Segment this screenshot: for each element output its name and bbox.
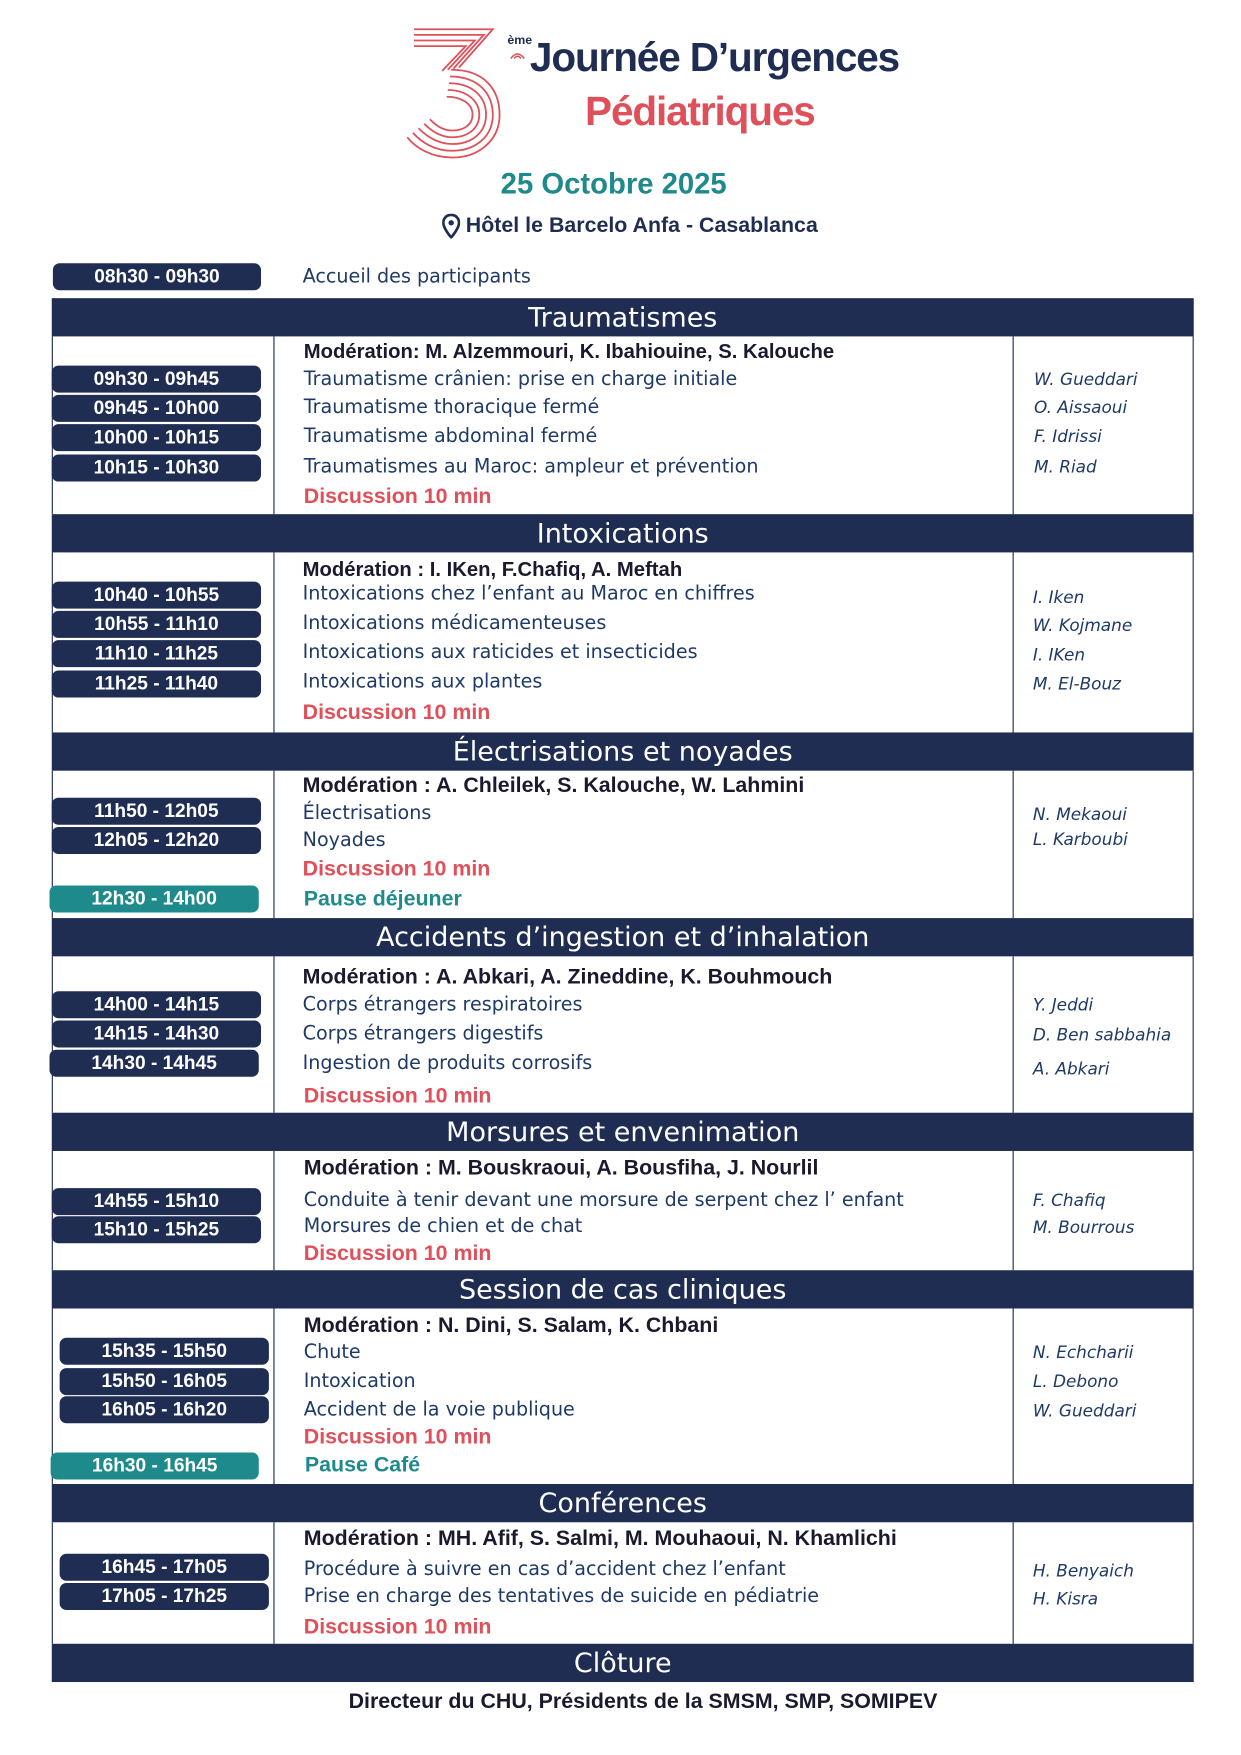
talk-title: Morsures de chien et de chat — [303, 1215, 583, 1238]
column-divider — [1013, 336, 1014, 514]
column-divider — [1013, 1151, 1014, 1270]
column-divider — [273, 1308, 274, 1484]
speaker: M. Riad — [1033, 456, 1097, 478]
event-title-line2: Pédiatriques — [585, 87, 815, 134]
talk-title: Corps étrangers digestifs — [302, 1022, 544, 1046]
session-header: Morsures et envenimation — [52, 1113, 1194, 1151]
time-pill: 17h05 - 17h25 — [60, 1583, 269, 1610]
discussion: Discussion 10 min — [302, 700, 491, 725]
welcome-title: Accueil des participants — [302, 265, 531, 289]
talk-title: Noyades — [302, 829, 386, 852]
time-pill: 16h45 - 17h05 — [60, 1554, 269, 1581]
pause-label: Pause déjeuner — [303, 887, 462, 912]
speaker: F. Idrissi — [1033, 426, 1102, 447]
speaker: W. Kojmane — [1032, 615, 1133, 636]
discussion: Discussion 10 min — [303, 1425, 492, 1450]
speaker: M. El-Bouz — [1032, 673, 1122, 695]
time-pill: 15h10 - 15h25 — [52, 1216, 261, 1243]
time-pill: 09h45 - 10h00 — [52, 395, 261, 422]
speaker: N. Mekaoui — [1032, 804, 1127, 825]
session-header: Intoxications — [52, 514, 1194, 552]
discussion: Discussion 10 min — [302, 857, 491, 881]
talk-title: Chute — [303, 1341, 361, 1364]
time-pill: 10h00 - 10h15 — [52, 424, 261, 451]
talk-title: Intoxication — [303, 1370, 416, 1393]
map-pin-icon — [442, 214, 460, 239]
talk-title: Prise en charge des tentatives de suicide en pédiatrie — [303, 1585, 820, 1608]
time-pill: 12h05 - 12h20 — [52, 827, 261, 854]
column-divider — [273, 1522, 274, 1644]
speaker: A. Abkari — [1032, 1058, 1110, 1079]
talk-title: Intoxications aux raticides et insecticides — [302, 641, 698, 664]
event-title-line1: Journée D’urgences — [529, 33, 900, 80]
talk-title: Intoxications médicamenteuses — [302, 612, 607, 635]
signal-icon — [509, 47, 527, 61]
speaker: H. Kisra — [1032, 1588, 1099, 1609]
speaker: Y. Jeddi — [1032, 994, 1094, 1015]
column-divider — [273, 336, 274, 514]
column-divider — [273, 956, 274, 1112]
speaker: F. Chafiq — [1032, 1190, 1106, 1211]
time-pill: 14h15 - 14h30 — [52, 1020, 261, 1047]
moderation: Modération : M. Bouskraoui, A. Bousfiha, J. Nourlil — [303, 1156, 819, 1181]
time-pill: 14h30 - 14h45 — [50, 1050, 259, 1077]
speaker: W. Gueddari — [1033, 369, 1138, 390]
session-header: Accidents d’ingestion et d’inhalation — [52, 918, 1194, 956]
talk-title: Procédure à suivre en cas d’accident chez l’enfant — [303, 1558, 786, 1581]
speaker: O. Aissaoui — [1033, 397, 1128, 418]
time-pill: 10h55 - 11h10 — [52, 611, 261, 638]
session-header: Session de cas cliniques — [52, 1270, 1194, 1308]
time-pill: 10h40 - 10h55 — [52, 582, 261, 609]
moderation: Modération : MH. Afif, S. Salmi, M. Mouhaoui, N. Khamlichi — [303, 1526, 897, 1551]
time-pill: 11h25 - 11h40 — [52, 671, 261, 698]
pause-label: Pause Café — [304, 1453, 421, 1478]
session-header: Électrisations et noyades — [52, 732, 1194, 770]
speaker: L. Karboubi — [1032, 829, 1128, 850]
closing-text: Directeur du CHU, Présidents de la SMSM, SMP, SOMIPEV — [348, 1689, 938, 1714]
column-divider — [1013, 771, 1014, 918]
column-divider — [273, 771, 274, 918]
speaker: N. Echcharii — [1032, 1342, 1134, 1363]
moderation: Modération : A. Chleilek, S. Kalouche, W. Lahmini — [302, 774, 805, 798]
talk-title: Ingestion de produits corrosifs — [302, 1051, 593, 1075]
talk-title: Conduite à tenir devant une morsure de serpent chez l’ enfant — [303, 1189, 904, 1212]
discussion: Discussion 10 min — [303, 1242, 492, 1266]
talk-title: Électrisations — [302, 802, 432, 825]
pause-time-pill: 12h30 - 14h00 — [50, 885, 259, 912]
speaker: D. Ben sabbahia — [1032, 1024, 1172, 1046]
discussion: Discussion 10 min — [303, 484, 492, 509]
speaker: I. IKen — [1032, 644, 1086, 665]
time-pill: 14h55 - 15h10 — [52, 1188, 261, 1215]
column-divider — [1013, 552, 1014, 732]
talk-title: Traumatisme thoracique fermé — [303, 396, 600, 419]
column-divider — [273, 552, 274, 732]
talk-title: Traumatisme abdominal fermé — [303, 425, 598, 448]
edition-suffix: ème — [507, 33, 533, 48]
speaker: H. Benyaich — [1032, 1560, 1134, 1581]
moderation: Modération: M. Alzemmouri, K. Ibahiouine, S. Kalouche — [303, 339, 835, 363]
pause-time-pill: 16h30 - 16h45 — [51, 1453, 259, 1480]
speaker: L. Debono — [1032, 1371, 1119, 1392]
time-pill: 11h10 - 11h25 — [52, 640, 261, 667]
talk-title: Intoxications chez l’enfant au Maroc en chiffres — [302, 582, 755, 606]
moderation: Modération : I. IKen, F.Chafiq, A. Meftah — [302, 558, 683, 581]
talk-title: Accident de la voie publique — [303, 1398, 575, 1422]
moderation: Modération : N. Dini, S. Salam, K. Chbani — [303, 1314, 719, 1338]
time-pill: 15h50 - 16h05 — [60, 1368, 269, 1395]
time-pill: 11h50 - 12h05 — [52, 798, 261, 825]
column-divider — [1013, 956, 1014, 1112]
speaker: W. Gueddari — [1032, 1400, 1137, 1422]
moderation: Modération : A. Abkari, A. Zineddine, K. Bouhmouch — [302, 965, 833, 989]
talk-title: Intoxications aux plantes — [302, 670, 543, 694]
column-divider — [1013, 1522, 1014, 1644]
talk-title: Traumatisme crânien: prise en charge initiale — [303, 367, 738, 391]
closing-header: Clôture — [52, 1644, 1194, 1682]
time-pill: 14h00 - 14h15 — [52, 991, 261, 1018]
column-divider — [273, 1151, 274, 1270]
discussion: Discussion 10 min — [303, 1084, 492, 1109]
talk-title: Traumatismes au Maroc: ampleur et prévention — [303, 455, 759, 479]
time-pill: 16h05 - 16h20 — [60, 1396, 269, 1423]
session-header: Traumatismes — [52, 298, 1194, 336]
event-date: 25 Octobre 2025 — [500, 166, 727, 201]
event-location: Hôtel le Barcelo Anfa - Casablanca — [465, 213, 818, 238]
edition-logo — [401, 25, 509, 162]
speaker: I. Iken — [1032, 587, 1085, 608]
session-header: Conférences — [52, 1484, 1194, 1522]
speaker: M. Bourrous — [1032, 1217, 1135, 1238]
discussion: Discussion 10 min — [303, 1615, 492, 1640]
time-pill: 10h15 - 10h30 — [52, 455, 261, 482]
talk-title: Corps étrangers respiratoires — [302, 993, 583, 1016]
time-pill: 15h35 - 15h50 — [60, 1338, 269, 1365]
column-divider — [1013, 1308, 1014, 1484]
time-pill: 08h30 - 09h30 — [53, 263, 261, 290]
time-pill: 09h30 - 09h45 — [52, 366, 261, 393]
